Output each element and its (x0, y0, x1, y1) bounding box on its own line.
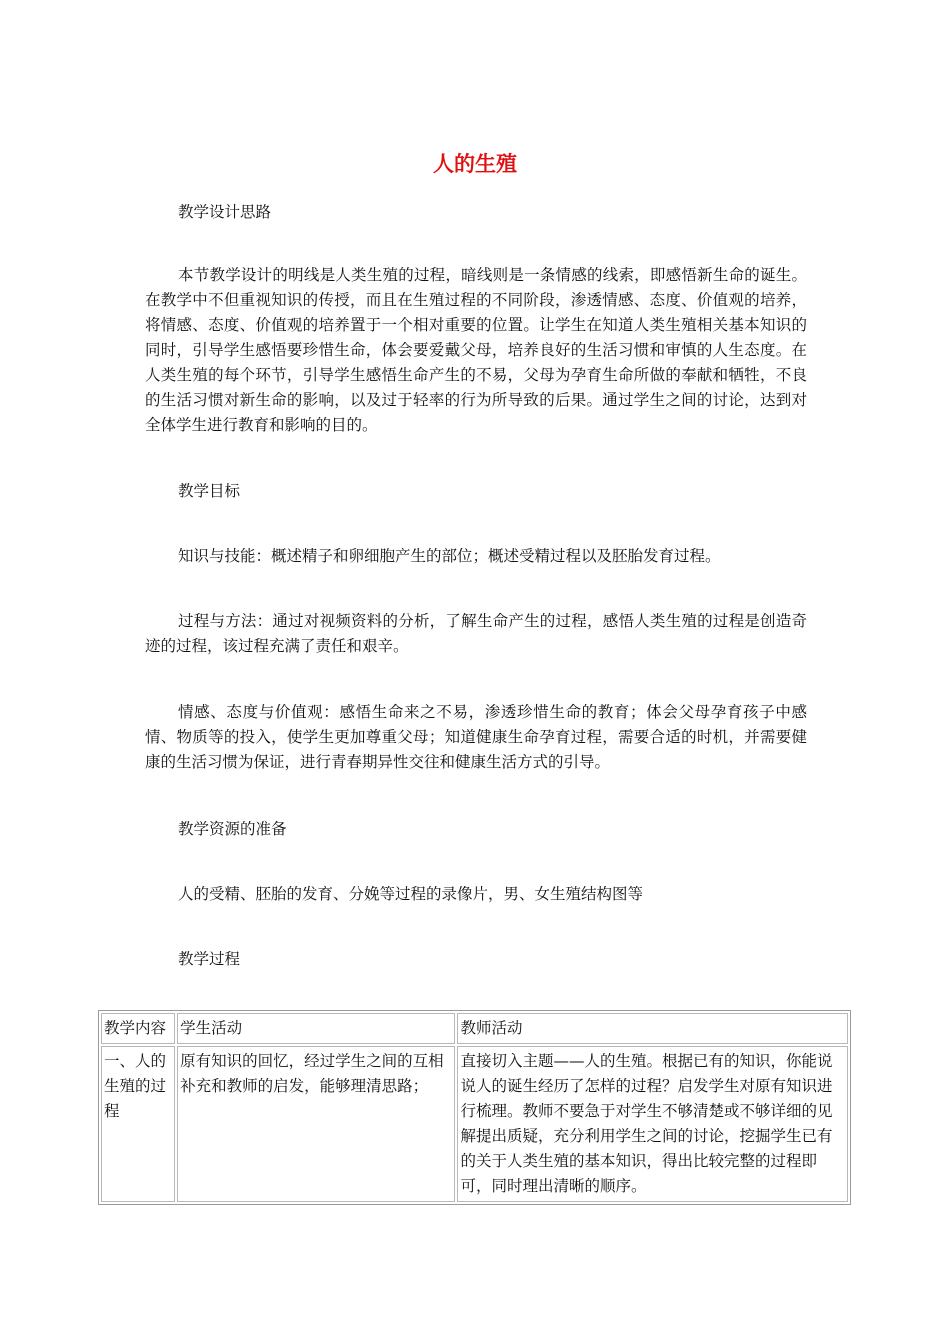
header-content: 教学内容 (101, 1013, 175, 1044)
teaching-process-table (98, 1010, 851, 1205)
table-header-row (101, 1013, 848, 1044)
goal-emotion: 情感、态度与价值观：感悟生命来之不易，渗透珍惜生命的教育；体会父母孕育孩子中感情、物质等的投入，使学生更加尊重父母；知道健康生命孕育过程，需要合适的时机，并需要健康的生活习惯为保证，进行青春期异性交往和健康生活方式的引导。 (145, 703, 807, 771)
cell-content: 一、人的生殖的过程 (101, 1046, 175, 1202)
resources-heading: 教学资源的准备 (178, 820, 287, 838)
process-heading: 教学过程 (178, 950, 241, 968)
design-heading: 教学设计思路 (178, 203, 272, 221)
cell-teacher: 直接切入主题——人的生殖。根据已有的知识，你能说说人的诞生经历了怎样的过程？启发学生对原有知识进行梳理。教师不要急于对学生不够清楚或不够详细的见解提出质疑，充分利用学生之间的讨论，挖掘学生已有的关于人类生殖的基本知识，得出比较完整的过程即可，同时理出清晰的顺序。 (457, 1046, 848, 1202)
table-row (101, 1046, 848, 1202)
goal-process: 过程与方法：通过对视频资料的分析，了解生命产生的过程，感悟人类生殖的过程是创造奇迹的过程，该过程充满了责任和艰辛。 (145, 612, 807, 655)
goal-knowledge: 知识与技能：概述精子和卵细胞产生的部位；概述受精过程以及胚胎发育过程。 (178, 547, 721, 565)
header-student: 学生活动 (177, 1013, 455, 1044)
cell-student: 原有知识的回忆，经过学生之间的互相补充和教师的启发，能够理清思路； (177, 1046, 455, 1202)
document-title: 人的生殖 (433, 152, 517, 176)
goals-heading: 教学目标 (178, 482, 241, 500)
resources-paragraph: 人的受精、胚胎的发育、分娩等过程的录像片，男、女生殖结构图等 (178, 885, 644, 903)
design-paragraph: 本节教学设计的明线是人类生殖的过程，暗线则是一条情感的线索，即感悟新生命的诞生。在教学中不但重视知识的传授，而且在生殖过程的不同阶段，渗透情感、态度、价值观的培养，将情感、态度、价值观的培养置于一个相对重要的位置。让学生在知道人类生殖相关基本知识的同时，引导学生感悟要珍惜生命，体会要爱戴父母，培养良好的生活习惯和审慎的人生态度。在人类生殖的每个环节，引导学生感悟生命产生的不易，父母为孕育生命所做的奉献和牺牲，不良的生活习惯对新生命的影响，以及过于轻率的行为所导致的后果。通过学生之间的讨论，达到对全体学生进行教育和影响的目的。 (145, 266, 807, 434)
header-teacher: 教师活动 (457, 1013, 848, 1044)
